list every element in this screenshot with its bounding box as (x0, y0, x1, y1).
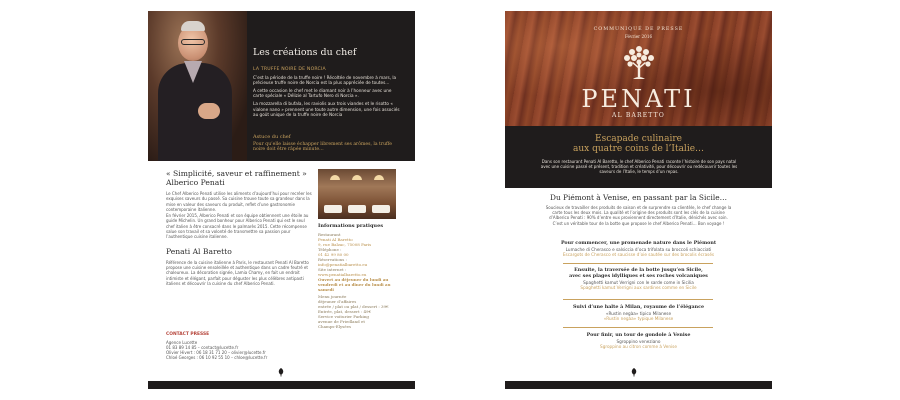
course-heading: Pour finir, un tour de gondole à Venise (586, 332, 691, 338)
info-title: Informations pratiques (318, 223, 384, 229)
page-footer (148, 381, 415, 389)
hero-paragraph: C’est la période de la truffe noire ! Récoltée de novembre à mars, la précieuse truffe noire de Norcia est la plus appréciée de toutes… (253, 74, 397, 86)
hero-paragraph: A cette occasion le chef met le diamant noir à l’honneur avec une carte spéciale « Délizie al Tartufo Nero di Norcia ». (253, 87, 392, 99)
intro-band (505, 126, 772, 188)
press-page-right (505, 11, 772, 389)
course-dish: Sgroppino veneziano (616, 338, 661, 344)
chef-hero-panel (148, 11, 415, 161)
left-main-column (166, 169, 314, 286)
brand-subtitle: AL BARETTO (612, 112, 665, 119)
journey-section (505, 193, 772, 226)
chef-tip-title: Astuce du chef (253, 134, 291, 140)
contact-agency: Agence Lucette (166, 340, 198, 345)
journey-title: Du Piémont à Venise, en passant par la Sicile… (550, 193, 727, 202)
info-line: www.penatialbaretto.eu (318, 272, 367, 277)
restaurant-photo (318, 169, 396, 219)
section-title: « Simplicité, saveur et raffinement » Alberico Penati (166, 169, 307, 187)
contact-line: Olivier Hivert : 06 18 31 71 20 – olivier@lucette.fr (166, 350, 266, 355)
info-line: Entrée, plat, dessert : 49€ (318, 309, 372, 314)
course-dish: «Rustin negàa» tipico Milanese (605, 310, 672, 316)
menu-course (505, 305, 772, 321)
course-heading: avec ses plages idylliques et ses roches volcaniques (569, 272, 708, 279)
section-body: Le Chef Alberico Penati utilise les aliments d’aujourd’hui pour recréer les exquises saveurs du passé. Sa cuisine trouve toute sa grandeur dans la mise en valeur des saveurs du produit, reflet d’une gastronomie contemporaine italienne. (166, 191, 312, 212)
info-line: Téléphone : (318, 247, 342, 252)
opening-hours: Ouvert au déjeuner du lundi au vendredi et au dîner du lundi au samedi (318, 277, 391, 292)
practical-info (318, 224, 404, 329)
chef-tip (253, 135, 403, 153)
section-body: En février 2015, Alberico Penati et son équipe obtiennent une étoile au guide Michelin. Un grand bonheur pour Alberico Penati qui est le seul chef italien à être consacré dans le palmarès 2015. Cette récompense salue son travail et sa volonté de transmettre sa passion pour l’authentique cuisine italienne. (166, 213, 309, 240)
course-heading: Ensuite, la traversée de la botte jusqu’en Sicile, (574, 267, 703, 273)
info-line: déjeuner d’affaires (318, 299, 357, 304)
course-dish-translation: Spaghetti kamut Verrigni aux sardines comme en Sicile (580, 284, 697, 290)
intro-title-line: Escapade culinaire (595, 134, 682, 144)
divider (563, 299, 713, 300)
divider (563, 327, 713, 328)
leaf-icon (629, 367, 639, 377)
press-date: Février 2016 (624, 34, 653, 39)
journey-text: Soucieux de travailler des produits de saison et de surprendre sa clientèle, le chef change la carte tous les deux mois. La qualité et l’origine des produits sont les clés de la cuisine d’Alberico Penati : 90% d’entre eux proviennent directement d’Italie, dénichés avec soin. C’est un véritable tour de la botte que propose le chef Alberico Penati… Bon voyage ! (545, 205, 732, 226)
info-line: Site internet : (318, 267, 347, 272)
info-line: Penati Al Baretto (318, 237, 353, 242)
contact-line: Chloé Georges : 06 10 92 55 10 – chloe@lucette.fr (166, 355, 268, 360)
info-line: avenue de Friedland et (318, 319, 365, 324)
divider (563, 263, 713, 264)
section-body: Référence de la cuisine italienne à Paris, le restaurant Penati Al Baretto propose une cuisine ensoleillée et authentique dans un cadre feutré et chaleureux. La décoration signée, Lamia Chamy, en fait un endroit intimiste et élégant, parfait pour déguster les plus célèbres antipasti italiens et découvrir la cuisine du chef Alberico Penati. (166, 259, 309, 286)
menu-course (505, 268, 772, 290)
press-page-left (148, 11, 415, 389)
hero-title: Les créations du chef (253, 47, 357, 58)
menu-course (505, 241, 772, 257)
cover-header (505, 11, 772, 126)
tree-logo-icon (618, 43, 660, 83)
intro-text: Dans son restaurant Penati Al Baretto, le chef Alberico Penati raconte l’histoire de son pays natal avec une cuisine passé et présent, tradition et créativité, pour découvrir ou redécouvrir toutes les saveurs de l’Italie, le temps d’un repas. (540, 159, 738, 175)
leaf-icon (276, 367, 286, 377)
contact-title: CONTACT PRESSE (166, 332, 210, 337)
info-line: info@penatialbaretto.eu (318, 262, 368, 267)
info-line: entrée / plat ou plat / dessert : 39€ (318, 304, 389, 309)
brand-name: PENATI (581, 85, 696, 113)
course-dish-translation: Escargots de Cherasco et saucisse d’oie sautée sur des brocolis écrasés (562, 252, 715, 257)
intro-title (505, 134, 772, 154)
info-line: 9, rue Balzac, 75008 Paris (318, 242, 372, 247)
info-line: Menu journée (318, 294, 347, 299)
course-heading: Pour commencer, une promenade nature dans le Piémont (560, 240, 717, 246)
info-line: Service voiturier Parking (318, 314, 369, 319)
info-line: Réservations : (318, 257, 347, 262)
chef-tip-text: Pour qu’elle laisse échapper librement ses arômes, la truffe noire doit être râpée minute… (253, 141, 393, 152)
hero-paragraph: La mozzarella di bufala, les raviolis aux trois viandes et le risotto « vialone nano » prennent une toute autre dimension, une fois associés au goût unique de la truffe noire de Norcia (253, 100, 400, 118)
contact-line: 01 83 89 14 85 – contact@lucette.fr (166, 345, 239, 350)
press-contact (166, 332, 314, 360)
course-heading: Suivi d’une halte à Milan, royaume de l’élégance (572, 304, 705, 310)
hero-kicker: LA TRUFFE NOIRE DE NORCIA (253, 67, 326, 72)
press-release-label: COMMUNIQUÉ DE PRESSE (593, 27, 684, 32)
page-footer (505, 381, 772, 389)
course-dish: Lumache di Cherasco e salsiccia d’oca trifolata su broccoli schiacciati (565, 246, 712, 252)
intro-title-line: aux quatre coins de l’Italie… (572, 144, 705, 154)
chef-photo (148, 11, 247, 161)
course-dish-translation: «Rustin negàa» typique Milanese (603, 316, 674, 321)
course-dish: Spaghetti kamut Verrigni con le sarde come in Sicilia (583, 279, 694, 285)
hero-text (253, 67, 403, 120)
info-line: 01 42 99 80 00 (318, 252, 349, 257)
info-line: Champs-Elysées (318, 324, 352, 329)
menu-course (505, 333, 772, 349)
course-dish-translation: Sgroppino au citron comme à Venise (600, 344, 677, 349)
section-title: Penati Al Baretto (166, 246, 232, 256)
info-line: Restaurant (318, 232, 341, 237)
